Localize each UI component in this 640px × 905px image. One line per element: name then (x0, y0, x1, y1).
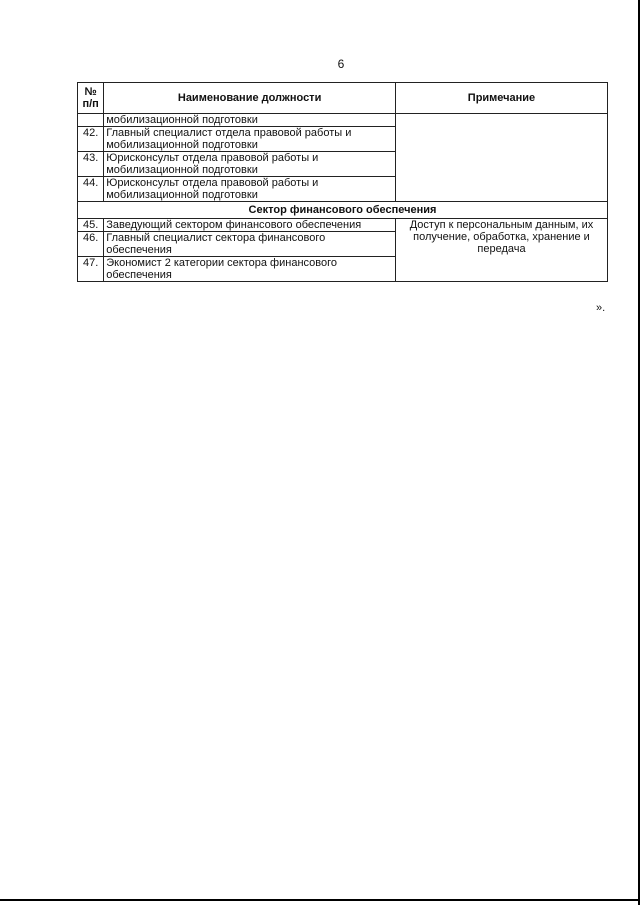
row-note-access: Доступ к персональным данным, их получение, обработка, хранение и передача (395, 219, 607, 282)
row-position-name: мобилизационной подготовки (104, 114, 396, 127)
row-number (78, 114, 104, 127)
row-position-name: Экономист 2 категории сектора финансового обеспечения (104, 257, 396, 282)
row-number: 43. (78, 152, 104, 177)
positions-table (77, 82, 608, 282)
row-number: 42. (78, 127, 104, 152)
row-number: 44. (78, 177, 104, 202)
header-position-name: Наименование должности (104, 83, 396, 114)
page-bottom-border (0, 899, 640, 901)
row-position-name: Заведующий сектором финансового обеспечения (104, 219, 396, 232)
table-row (78, 114, 608, 127)
row-note-empty (395, 114, 607, 202)
table-header-row (78, 83, 608, 114)
section-title: Сектор финансового обеспечения (78, 202, 608, 219)
page-number: 6 (337, 57, 345, 71)
row-position-name: Главный специалист сектора финансового обеспечения (104, 232, 396, 257)
row-position-name: Главный специалист отдела правовой работы и мобилизационной подготовки (104, 127, 396, 152)
row-position-name: Юрисконсульт отдела правовой работы и мобилизационной подготовки (104, 152, 396, 177)
table-row (78, 219, 608, 232)
closing-quote-mark: ». (596, 302, 606, 314)
section-row (78, 202, 608, 219)
row-number: 45. (78, 219, 104, 232)
header-note: Примечание (395, 83, 607, 114)
row-position-name: Юрисконсульт отдела правовой работы и мобилизационной подготовки (104, 177, 396, 202)
row-number: 47. (78, 257, 104, 282)
row-number: 46. (78, 232, 104, 257)
header-number: № п/п (78, 83, 104, 114)
